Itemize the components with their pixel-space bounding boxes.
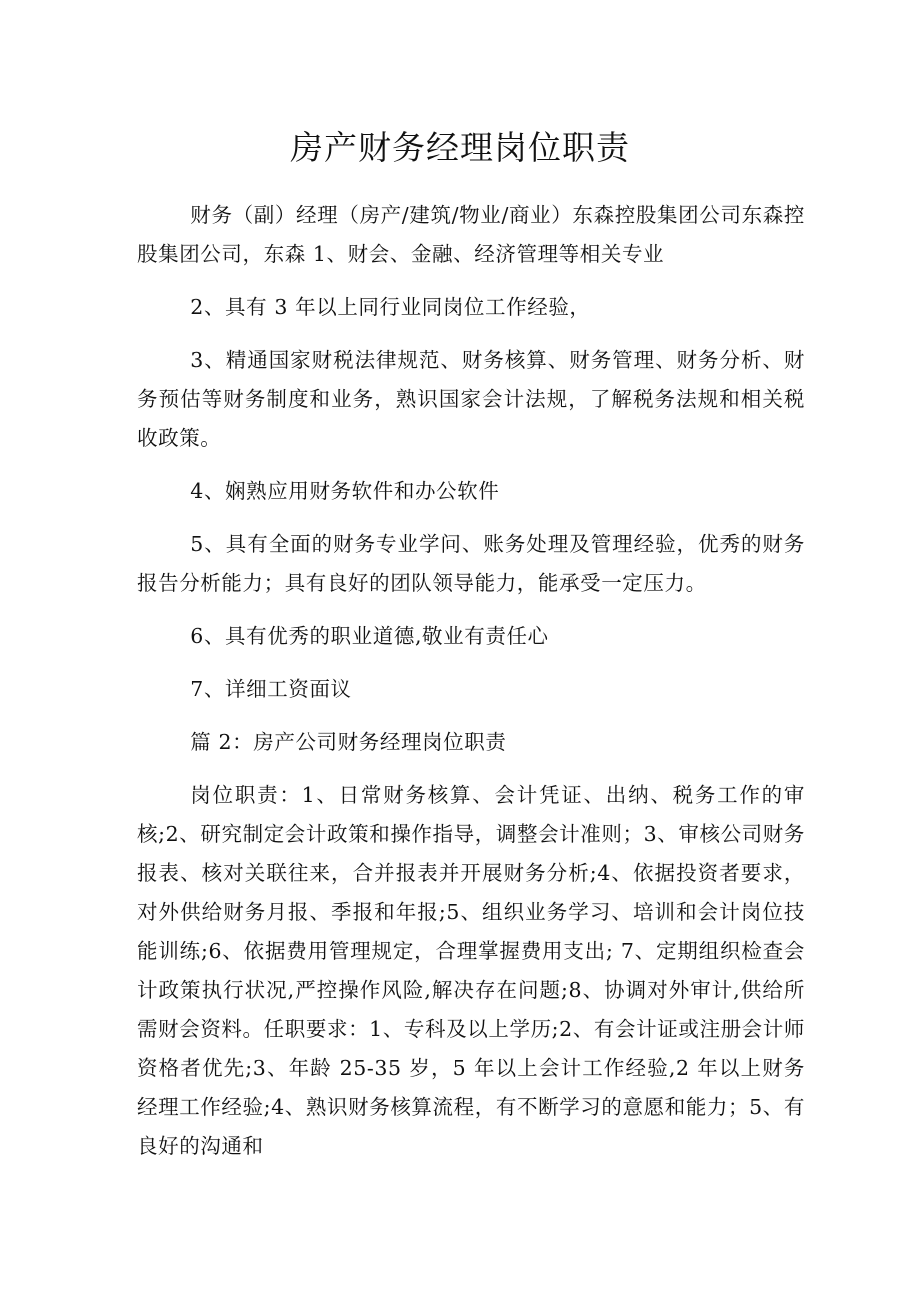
paragraph-requirement-5: 5、具有全面的财务专业学问、账务处理及管理经验，优秀的财务报告分析能力；具有良好的团队领导能力，能承受一定压力。 — [137, 532, 805, 595]
paragraph-duties-and-requirements: 岗位职责：1、日常财务核算、会计凭证、出纳、税务工作的审核;2、研究制定会计政策和操作指导，调整会计准则；3、审核公司财务报表、核对关联往来，合并报表并开展财务分析;4、依据投资者要求，对外供给财务月报、季报和年报;5、组织业务学习、培训和会计岗位技能训练;6、依据费用管理规定，合理掌握费用支出; 7、定期组织检查会计政策执行状况,严控操作风险,解决存在问题;8、协调对外审计,供给所需财会资料。任职要求：1、专科及以上学历;2、有会计证或注册会计师资格者优先;3、年龄 25-35 岁，5 年以上会计工作经验,2 年以上财务经理工作经验;4、熟识财务核算流程，有不断学习的意愿和能力；5、有良好的沟通和 — [137, 783, 805, 1158]
paragraph-requirement-7: 7、详细工资面议 — [190, 677, 352, 701]
paragraph-requirement-2: 2、具有 3 年以上同行业同岗位工作经验， — [190, 295, 591, 319]
document-body — [137, 196, 805, 1176]
section-heading-part-2: 篇 2：房产公司财务经理岗位职责 — [190, 730, 507, 754]
paragraph-position-intro: 财务（副）经理（房产/建筑/物业/商业）东森控股集团公司东森控股集团公司，东森 1、财会、金融、经济管理等相关专业 — [137, 203, 805, 266]
document-title: 房产财务经理岗位职责 — [290, 128, 630, 167]
paragraph-requirement-6: 6、具有优秀的职业道德,敬业有责任心 — [190, 624, 549, 648]
paragraph-requirement-4: 4、娴熟应用财务软件和办公软件 — [190, 479, 500, 503]
paragraph-requirement-3: 3、精通国家财税法律规范、财务核算、财务管理、财务分析、财务预估等财务制度和业务，熟识国家会计法规，了解税务法规和相关税收政策。 — [137, 348, 805, 450]
